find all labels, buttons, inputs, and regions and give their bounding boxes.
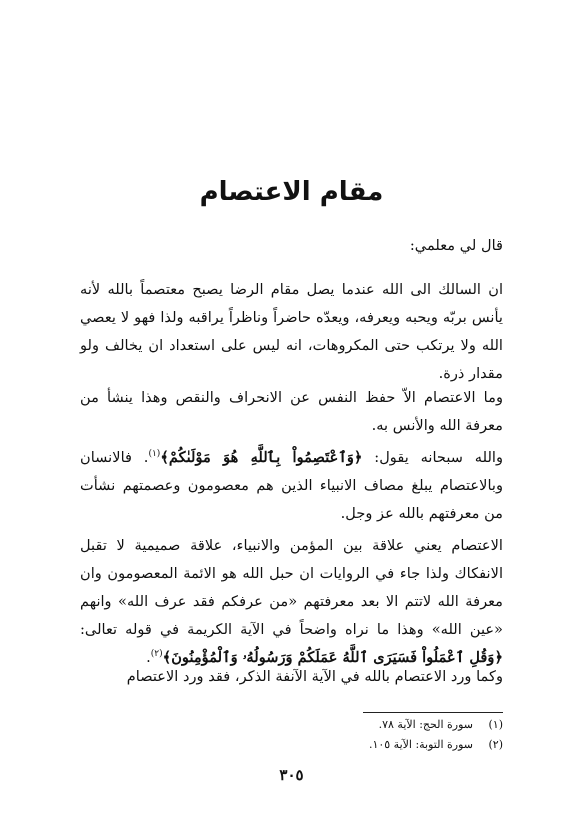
paragraph-3-rest: . فالانسان وبالاعتصام يبلغ مصاف الانبياء الذين هم معصومون وعصمتهم نشأت من معرفتهم بالله عز وجل.	[80, 449, 503, 522]
intro-line: قال لي معلمي:	[409, 237, 503, 254]
paragraph-4-rest: .	[146, 649, 151, 666]
footnote-item	[203, 735, 503, 755]
footnote-number: (١)	[488, 718, 503, 731]
paragraph-3-lead: والله سبحانه يقول:	[362, 449, 503, 466]
footnote-ref-2: (٢)	[150, 649, 163, 660]
footnote-text: سورة التوبة: الآية ١٠٥.	[368, 738, 473, 751]
footnote-divider	[363, 712, 503, 713]
footnote-text: سورة الحج: الآية ٧٨.	[378, 718, 473, 731]
footnote-ref-1: (١)	[148, 449, 161, 460]
paragraph-3	[80, 444, 503, 528]
quran-verse-2: ﴿وَقُلِ ٱعْمَلُواْ فَسَيَرَى ٱللَّهُ عَمَلَكُمْ وَرَسُولُهُۥ وَٱلْمُؤْمِنُونَ﴾	[162, 649, 503, 666]
paragraph-1: ان السالك الى الله عندما يصل مقام الرضا يصبح معتصماً بالله لأنه يأنس بربّه ويحبه ويعرفه، ويعدّه حاضراً وناظراً يراقبه ولذا فهو لا يعصي الله ولا يرتكب حتى المكروهات، انه ليس على استعداد ان يخالف ولو مقدار ذرة.	[80, 281, 503, 382]
footnote-item	[203, 715, 503, 735]
paragraph-5: وكما ورد الاعتصام بالله في الآية الآنفة الذكر، فقد ورد الاعتصام	[126, 668, 503, 685]
page-number: ٣٠٥	[279, 766, 304, 784]
quran-verse-1: ﴿وَٱعْتَصِمُواْ بِٱللَّهِ هُوَ مَوْلَىٰكُمْ﴾	[160, 449, 363, 466]
chapter-title: مقام الاعتصام	[199, 177, 384, 207]
footnotes	[203, 715, 503, 755]
paragraph-4	[80, 532, 503, 672]
footnote-number: (٢)	[488, 738, 503, 751]
paragraph-4-lead: الاعتصام يعني علاقة بين المؤمن والانبياء، علاقة صميمية لا تقبل الانفكاك ولذا جاء في الروايات ان حبل الله هو الائمة المعصومون وان معرفة الله لاتتم الا بعد معرفتهم «من عرفكم فقد عرف الله» وانهم «عين الله» وهذا ما نراه واضحاً في الآية الكريمة في قوله تعالى:	[80, 537, 503, 638]
paragraph-2: وما الاعتصام الاّ حفظ النفس عن الانحراف والنقص وهذا ينشأ من معرفة الله والأنس به.	[80, 389, 503, 434]
